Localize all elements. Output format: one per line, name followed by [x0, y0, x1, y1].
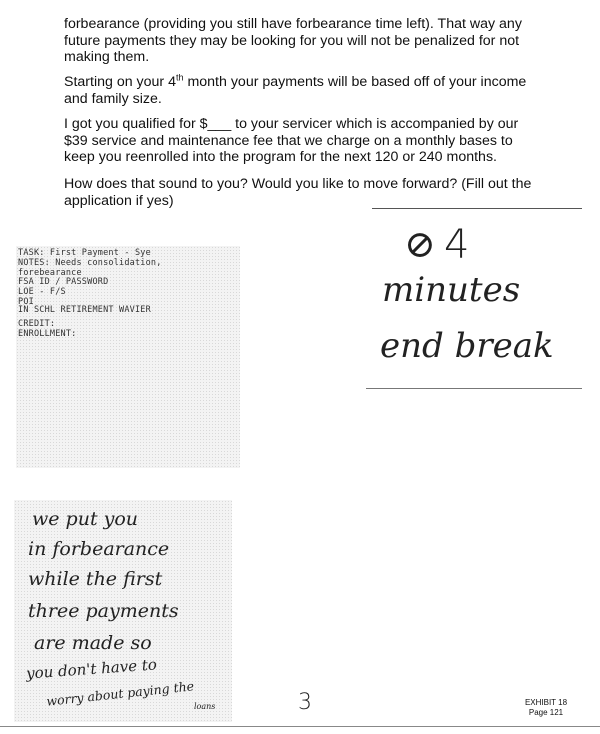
note1-line-1: TASK: First Payment - Sye [18, 248, 151, 258]
paragraph-move-forward: How does that sound to you? Would you like to move forward? (Fill out the application if yes) [64, 176, 532, 209]
note1-line-3: forebearance [18, 268, 82, 278]
p2-post: month your payments will be based off of your income and family size. [64, 74, 527, 107]
sticky-note-forbearance [14, 500, 232, 722]
paragraph-forbearance: forbearance (providing you still have forbearance time left). That way any future payments they may be looking for you will not be penalized for not making them. [64, 16, 522, 65]
note2-line-1: we put you [32, 508, 139, 530]
divider-top [372, 208, 582, 209]
note1-line-4: FSA ID / PASSWORD [18, 277, 109, 287]
note1-line-6: POI [18, 297, 34, 307]
note2-line-7: worry about paying the [45, 678, 195, 709]
page-mark: 3 [298, 690, 312, 715]
note2-line-5: are made so [34, 632, 152, 654]
note1-line-5: LOE - F/S [18, 287, 66, 297]
exhibit-stamp [516, 698, 576, 718]
exhibit-page: Page 121 [528, 708, 564, 717]
break-line-minutes: minutes [382, 270, 521, 310]
note2-line-6: you don't have to [25, 655, 158, 683]
note1-line-9: ENROLLMENT: [18, 329, 77, 339]
note2-tail: loans [194, 702, 216, 711]
exhibit-label: EXHIBIT 18 [524, 698, 568, 707]
break-underline [366, 388, 582, 389]
p2-sup: th [176, 72, 184, 83]
break-line-end: end break [380, 326, 554, 366]
sticky-note-task [16, 246, 240, 468]
break-number: 4 [444, 222, 470, 268]
note2-line-4: three payments [28, 600, 179, 622]
paragraph-fourth-month [64, 74, 544, 107]
note2-line-3: while the first [28, 568, 163, 590]
scribble-mark: ⊘ [404, 222, 436, 266]
paragraph-qualified: I got you qualified for $___ to your servicer which is accompanied by our $39 service and maintenance fee that we charge on a monthly bases to keep you reenrolled into the program for the next 120 or 240 months. [64, 116, 519, 165]
note1-line-2: NOTES: Needs consolidation, [18, 258, 162, 268]
note2-line-2: in forbearance [28, 538, 170, 560]
note1-line-7: IN SCHL RETIREMENT WAVIER [18, 305, 151, 315]
p2-pre: Starting on your 4 [64, 74, 176, 90]
note1-line-8: CREDIT: [18, 319, 56, 329]
page-bottom-border [0, 726, 600, 727]
